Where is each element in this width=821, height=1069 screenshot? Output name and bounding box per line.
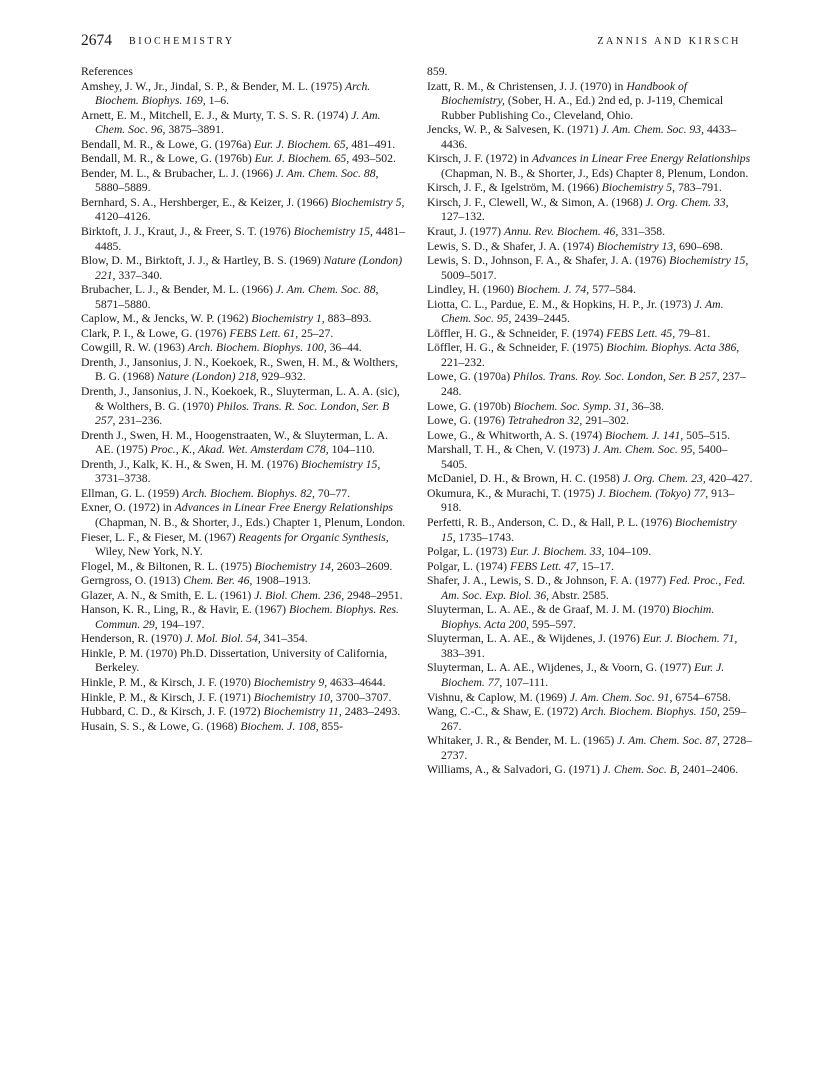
reference-text: 783–791. — [675, 181, 722, 195]
reference-entry — [427, 443, 753, 472]
reference-text: 4481–4485. — [95, 225, 406, 253]
reference-source: Biochemistry 10, — [253, 690, 333, 704]
reference-entry — [81, 676, 407, 691]
references-column-left — [81, 65, 407, 734]
reference-text: Hinkle, P. M. (1970) Ph.D. Dissertation, University of California, Berkeley. — [81, 646, 388, 675]
reference-text: Cowgill, R. W. (1963) — [81, 341, 188, 355]
page-number: 2674 — [81, 32, 112, 49]
reference-text: Hubbard, C. D., & Kirsch, J. F. (1972) — [81, 705, 264, 719]
reference-text: 291–302. — [582, 414, 630, 428]
reference-text: Bendall, M. R., & Lowe, G. (1976b) — [81, 152, 255, 166]
reference-source: J. Biochem. (Tokyo) 77, — [597, 486, 709, 500]
reference-text: Sluyterman, L. A. AE., Wijdenes, J., & Voorn, G. (1977) — [427, 661, 695, 675]
reference-text: 1908–1913. — [252, 574, 311, 588]
reference-entry — [427, 298, 753, 327]
reference-source: Biochemistry 11, — [263, 705, 342, 719]
reference-text: Amshey, J. W., Jr., Jindal, S. P., & Bender, M. L. (1975) — [81, 79, 346, 93]
reference-entry — [427, 65, 753, 80]
reference-text: Kraut, J. (1977) — [427, 225, 504, 239]
reference-entry — [427, 603, 753, 632]
reference-source: Advances in Linear Free Energy Relationships — [531, 152, 751, 166]
reference-text: Hinkle, P. M., & Kirsch, J. F. (1971) — [81, 690, 254, 704]
reference-text: 3875–3891. — [165, 123, 224, 137]
reference-text: 2603–2609. — [333, 559, 393, 573]
reference-text: Sluyterman, L. A. AE., & Wijdenes, J. (1976) — [427, 632, 643, 646]
reference-text: 104–109. — [604, 545, 652, 559]
reference-entry — [81, 429, 407, 458]
reference-text: 2728–2737. — [441, 734, 753, 762]
reference-source: Tetrahedron 32, — [507, 414, 583, 428]
reference-entry — [81, 196, 407, 225]
reference-text: 2948–2951. — [344, 588, 403, 602]
reference-source: Arch. Biochem. Biophys. 100, — [187, 341, 327, 355]
reference-text: Ellman, G. L. (1959) — [81, 486, 182, 500]
reference-text: 1–6. — [205, 94, 230, 108]
reference-text: Vishnu, & Caplow, M. (1969) — [427, 690, 570, 704]
reference-text: 36–38. — [628, 399, 664, 413]
reference-text: Drenth, J., Jansonius, J. N., Koekoek, R., Sluyterman, L. A. A. (sic), & Wolthers, B. G. (1970) — [81, 385, 400, 413]
reference-entry — [81, 574, 407, 589]
reference-source: J. Org. Chem. 33, — [645, 195, 729, 209]
reference-entry — [427, 574, 753, 603]
reference-source: Biochemistry 15, — [441, 515, 737, 544]
reference-text: 883–893. — [324, 312, 372, 326]
reference-source: J. Biol. Chem. 236, — [254, 588, 345, 602]
reference-entry — [81, 632, 407, 647]
reference-entry — [427, 341, 753, 370]
reference-source: Biochem. J. 141, — [605, 428, 684, 442]
reference-text: 5400–5405. — [441, 443, 728, 471]
reference-text: 2483–2493. — [341, 705, 401, 719]
reference-source: Philos. Trans. R. Soc. London, Ser. B 257, — [95, 399, 390, 428]
reference-text: 3731–3738. — [95, 472, 151, 486]
reference-source: Reagents for Organic Synthesis, — [238, 530, 389, 544]
reference-text: Birktoft, J. J., Kraut, J., & Freer, S. T. (1976) — [81, 225, 294, 239]
reference-source: Arch. Biochem. Biophys. 169, — [95, 79, 371, 108]
reference-source: J. Am. Chem. Soc. 88, — [275, 283, 379, 297]
reference-text: Fieser, L. F., & Fieser, M. (1967) — [81, 530, 239, 544]
reference-source: J. Am. Chem. Soc. 96, — [95, 108, 381, 137]
reference-entry — [427, 254, 753, 283]
reference-text: Clark, P. I., & Lowe, G. (1976) — [81, 326, 230, 340]
reference-text: Kirsch, J. F. (1972) in — [427, 152, 532, 166]
reference-entry — [81, 589, 407, 604]
reference-entry — [81, 647, 407, 676]
reference-entry — [427, 691, 753, 706]
reference-text: Jencks, W. P., & Salvesen, K. (1971) — [427, 123, 602, 137]
reference-text: 104–110. — [328, 443, 375, 457]
reference-source: J. Mol. Biol. 54, — [185, 632, 261, 646]
reference-text: Bernhard, S. A., Hershberger, E., & Keizer, J. (1966) — [81, 195, 332, 209]
reference-text: McDaniel, D. H., & Brown, H. C. (1958) — [427, 472, 623, 486]
reference-source: Biochemistry 5, — [331, 195, 405, 209]
reference-entry — [81, 385, 407, 429]
reference-source: J. Am. Chem. Soc. 88, — [275, 166, 379, 180]
reference-source: Biochim. Biophys. Acta 386, — [606, 341, 740, 355]
reference-source: Biochem. J. 74, — [516, 283, 590, 297]
reference-text: Hanson, K. R., Ling, R., & Havir, E. (1967) — [81, 603, 289, 617]
reference-entry — [81, 109, 407, 138]
reference-entry — [81, 691, 407, 706]
reference-entry — [427, 152, 753, 181]
reference-text: Abstr. 2585. — [549, 588, 609, 602]
reference-source: FEBS Lett. 61, — [229, 326, 299, 340]
reference-text: 859. — [427, 65, 448, 78]
reference-text: 237–248. — [441, 370, 746, 399]
reference-text: Flogel, M., & Biltonen, R. L. (1975) — [81, 559, 255, 573]
reference-text: Bendall, M. R., & Lowe, G. (1976a) — [81, 137, 255, 151]
reference-entry — [81, 283, 407, 312]
journal-name: BIOCHEMISTRY — [129, 36, 235, 47]
reference-source: Handbook of Biochemistry, — [441, 79, 688, 108]
reference-text: Löffler, H. G., & Schneider, F. (1975) — [427, 341, 607, 355]
reference-text: Lewis, S. D., Johnson, F. A., & Shafer, J. A. (1976) — [427, 254, 670, 268]
reference-source: Fed. Proc., Fed. Am. Soc. Exp. Biol. 36, — [441, 574, 746, 602]
reference-source: Biochemistry 15, — [301, 457, 381, 471]
reference-source: Biochemistry 15, — [293, 225, 373, 239]
reference-source: Eur. J. Biochem. 65, — [254, 137, 349, 151]
reference-text: 231–236. — [115, 414, 163, 428]
reference-text: Brubacher, L. J., & Bender, M. L. (1966) — [81, 283, 276, 297]
reference-text: 4120–4126. — [95, 210, 151, 224]
reference-text: 1735–1743. — [455, 530, 515, 544]
reference-text: Perfetti, R. B., Anderson, C. D., & Hall, P. L. (1976) — [427, 515, 676, 529]
reference-entry — [427, 181, 753, 196]
reference-entry — [427, 763, 753, 778]
reference-text: 79–81. — [675, 326, 711, 340]
reference-text: 6754–6758. — [672, 690, 731, 704]
reference-source: Eur. J. Biochem. 65, — [254, 152, 350, 166]
reference-text: 2401–2406. — [679, 763, 739, 777]
reference-entry — [81, 80, 407, 109]
reference-source: Biochemistry 15, — [669, 254, 749, 268]
reference-text: Liotta, C. L., Pardue, E. M., & Hopkins, H. P., Jr. (1973) — [427, 297, 695, 311]
reference-text: Löffler, H. G., & Schneider, F. (1974) — [427, 326, 607, 340]
reference-text: Sluyterman, L. A. AE., & de Graaf, M. J. M. (1970) — [427, 603, 673, 617]
reference-entry — [81, 560, 407, 575]
reference-entry — [427, 560, 753, 575]
reference-text: 70–77. — [314, 486, 350, 500]
reference-source: Biochem. J. 108, — [240, 719, 319, 733]
reference-text: 4633–4644. — [327, 675, 386, 689]
references-column-right — [427, 65, 753, 778]
reference-text: Williams, A., & Salvadori, G. (1971) — [427, 763, 603, 777]
reference-text: 493–502. — [349, 152, 396, 166]
reference-source: J. Org. Chem. 23, — [622, 472, 706, 486]
reference-source: Biochemistry 9, — [253, 675, 328, 689]
reference-text: Polgar, L. (1973) — [427, 545, 510, 559]
reference-text: 690–698. — [676, 239, 723, 253]
reference-entry — [81, 167, 407, 196]
reference-entry — [81, 152, 407, 167]
reference-text: Blow, D. M., Birktoft, J. J., & Hartley, B. S. (1969) — [81, 254, 324, 268]
reference-source: Biochem. Soc. Symp. 31, — [513, 399, 629, 413]
reference-entry — [427, 472, 753, 487]
reference-entry — [427, 516, 753, 545]
reference-source: Arch. Biochem. Biophys. 150, — [581, 705, 720, 719]
reference-text: 3700–3707. — [332, 690, 392, 704]
reference-entry — [427, 370, 753, 399]
reference-entry — [81, 254, 407, 283]
reference-entry — [427, 400, 753, 415]
reference-source: Biochim. Biophys. Acta 200, — [441, 603, 715, 631]
reference-entry — [427, 429, 753, 444]
reference-entry — [81, 705, 407, 720]
reference-text: Bender, M. L., & Brubacher, L. J. (1966) — [81, 166, 276, 180]
reference-text: 913–918. — [441, 486, 735, 515]
reference-text: Lowe, G. (1976) — [427, 414, 508, 428]
reference-entry — [81, 720, 407, 735]
reference-text: 36–44. — [326, 341, 362, 355]
reference-entry — [427, 196, 753, 225]
reference-entry — [427, 80, 753, 124]
reference-text: Caplow, M., & Jencks, W. P. (1962) — [81, 312, 252, 326]
reference-text: Lowe, G., & Whitworth, A. S. (1974) — [427, 428, 606, 442]
reference-entry — [81, 341, 407, 356]
reference-text: 929–932. — [258, 370, 306, 384]
reference-text: Lindley, H. (1960) — [427, 283, 517, 297]
reference-entry — [81, 138, 407, 153]
reference-source: FEBS Lett. 45, — [606, 326, 676, 340]
reference-entry — [81, 501, 407, 530]
reference-text: 5009–5017. — [441, 268, 497, 282]
reference-text: Wiley, New York, N.Y. — [95, 545, 203, 559]
reference-source: Proc., K., Akad. Wet. Amsterdam C78, — [150, 443, 329, 457]
reference-text: 481–491. — [348, 137, 396, 151]
reference-text: Exner, O. (1972) in — [81, 501, 175, 515]
reference-source: Eur. J. Biochem. 71, — [642, 632, 738, 646]
reference-text: (Chapman, N. B., & Shorter, J., Eds) Chapter 8, Plenum, London. — [441, 166, 749, 180]
reference-source: Biochemistry 13, — [596, 239, 677, 253]
reference-text: Drenth, J., Jansonius, J. N., Koekoek, R., Swen, H. M., & Wolthers, B. G. (1968) — [81, 355, 398, 384]
reference-source: J. Am. Chem. Soc. 95, — [441, 297, 724, 326]
references-heading: References — [81, 65, 133, 78]
reference-entry — [81, 531, 407, 560]
reference-text: 341–354. — [260, 632, 308, 646]
reference-source: Biochemistry 5, — [601, 181, 676, 195]
reference-source: FEBS Lett. 47, — [509, 559, 579, 573]
reference-text: Kirsch, J. F., Clewell, W., & Simon, A. (1968) — [427, 195, 646, 209]
reference-text: 15–17. — [578, 559, 614, 573]
reference-text: Whitaker, J. R., & Bender, M. L. (1965) — [427, 734, 618, 748]
reference-source: Biochemistry 14, — [254, 559, 334, 573]
reference-entry — [427, 283, 753, 298]
reference-entry — [81, 458, 407, 487]
reference-text: 5880–5889. — [95, 181, 151, 195]
reference-entry — [427, 240, 753, 255]
reference-text: Wang, C.-C., & Shaw, E. (1972) — [427, 705, 582, 719]
reference-text: 2439–2445. — [511, 312, 570, 326]
reference-entry — [427, 414, 753, 429]
reference-entry — [81, 487, 407, 502]
reference-source: Arch. Biochem. Biophys. 82, — [181, 486, 315, 500]
reference-entry — [427, 734, 753, 763]
reference-text: 194–197. — [157, 617, 205, 631]
reference-text: Gerngross, O. (1913) — [81, 574, 184, 588]
reference-text: 331–358. — [618, 225, 666, 239]
reference-text: 855- — [318, 719, 343, 733]
reference-entry — [427, 705, 753, 734]
reference-text: Shafer, J. A., Lewis, S. D., & Johnson, F. A. (1977) — [427, 574, 670, 588]
reference-entry — [427, 661, 753, 690]
reference-text: Drenth J., Swen, H. M., Hoogenstraaten, W., & Sluyterman, L. A. AE. (1975) — [81, 428, 389, 457]
reference-text: Henderson, R. (1970) — [81, 632, 186, 646]
reference-text: 337–340. — [115, 268, 163, 282]
reference-entry — [427, 632, 753, 661]
reference-entry — [81, 327, 407, 342]
reference-text: Izatt, R. M., & Christensen, J. J. (1970) in — [427, 79, 627, 93]
reference-text: 25–27. — [298, 326, 334, 340]
reference-source: Biochem. Biophys. Res. Commun. 29, — [95, 603, 399, 631]
reference-entry — [427, 327, 753, 342]
reference-source: J. Am. Chem. Soc. 93, — [601, 123, 705, 137]
reference-text: Lowe, G. (1970b) — [427, 399, 514, 413]
reference-text: 595–597. — [529, 617, 576, 631]
reference-source: Philos. Trans. Roy. Soc. London, Ser. B 257, — [513, 370, 720, 384]
reference-source: J. Chem. Soc. B, — [602, 763, 680, 777]
reference-entry — [427, 225, 753, 240]
reference-text: 127–132. — [441, 210, 485, 224]
reference-source: Eur. J. Biochem. 33, — [509, 545, 605, 559]
running-header — [81, 32, 741, 52]
reference-text: (Sober, H. A., Ed.) 2nd ed, p. J-119, Chemical Rubber Publishing Co., Cleveland, Ohio. — [441, 94, 724, 122]
reference-source: Annu. Rev. Biochem. 46, — [503, 225, 619, 239]
reference-source: J. Am. Chem. Soc. 95, — [592, 443, 696, 457]
reference-text: Lowe, G. (1970a) — [427, 370, 514, 384]
reference-source: Nature (London) 221, — [95, 254, 403, 282]
reference-text: Lewis, S. D., & Shafer, J. A. (1974) — [427, 239, 597, 253]
reference-text: Arnett, E. M., Mitchell, E. J., & Murty, T. S. S. R. (1974) — [81, 108, 352, 122]
reference-source: Advances in Linear Free Energy Relationships — [174, 501, 393, 515]
reference-text: Hinkle, P. M., & Kirsch, J. F. (1970) — [81, 675, 254, 689]
reference-text: Polgar, L. (1974) — [427, 559, 510, 573]
reference-entry — [427, 545, 753, 560]
reference-entry — [81, 356, 407, 385]
reference-entry — [81, 225, 407, 254]
reference-source: Biochemistry 1, — [251, 312, 325, 326]
reference-text: 221–232. — [441, 355, 485, 369]
reference-text: 259–267. — [441, 705, 747, 733]
running-authors: ZANNIS AND KIRSCH — [597, 36, 741, 47]
reference-text: Kirsch, J. F., & Igelström, M. (1966) — [427, 181, 602, 195]
reference-text: Glazer, A. N., & Smith, E. L. (1961) — [81, 588, 255, 602]
reference-text: 420–427. — [705, 472, 753, 486]
reference-text: 383–391. — [441, 646, 485, 660]
reference-text: 505–515. — [683, 428, 730, 442]
reference-source: Eur. J. Biochem. 77, — [441, 661, 725, 689]
reference-text: (Chapman, N. B., & Shorter, J., Eds.) Chapter 1, Plenum, London. — [95, 515, 406, 529]
reference-text: Husain, S. S., & Lowe, G. (1968) — [81, 719, 241, 733]
reference-entry — [427, 123, 753, 152]
reference-source: Nature (London) 218, — [157, 370, 259, 384]
reference-text: Marshall, T. H., & Chen, V. (1973) — [427, 443, 593, 457]
reference-text: 577–584. — [589, 283, 636, 297]
reference-entry — [427, 487, 753, 516]
reference-text: Drenth, J., Kalk, K. H., & Swen, H. M. (1976) — [81, 457, 302, 471]
reference-text: 107–111. — [502, 675, 549, 689]
reference-text: 5871–5880. — [95, 297, 151, 311]
reference-source: J. Am. Chem. Soc. 91, — [569, 690, 673, 704]
reference-entry — [81, 603, 407, 632]
reference-text: Okumura, K., & Murachi, T. (1975) — [427, 486, 598, 500]
reference-entry — [81, 312, 407, 327]
reference-source: Chem. Ber. 46, — [183, 574, 253, 588]
reference-source: J. Am. Chem. Soc. 87, — [617, 734, 720, 748]
reference-text: 4433–4436. — [441, 123, 737, 151]
